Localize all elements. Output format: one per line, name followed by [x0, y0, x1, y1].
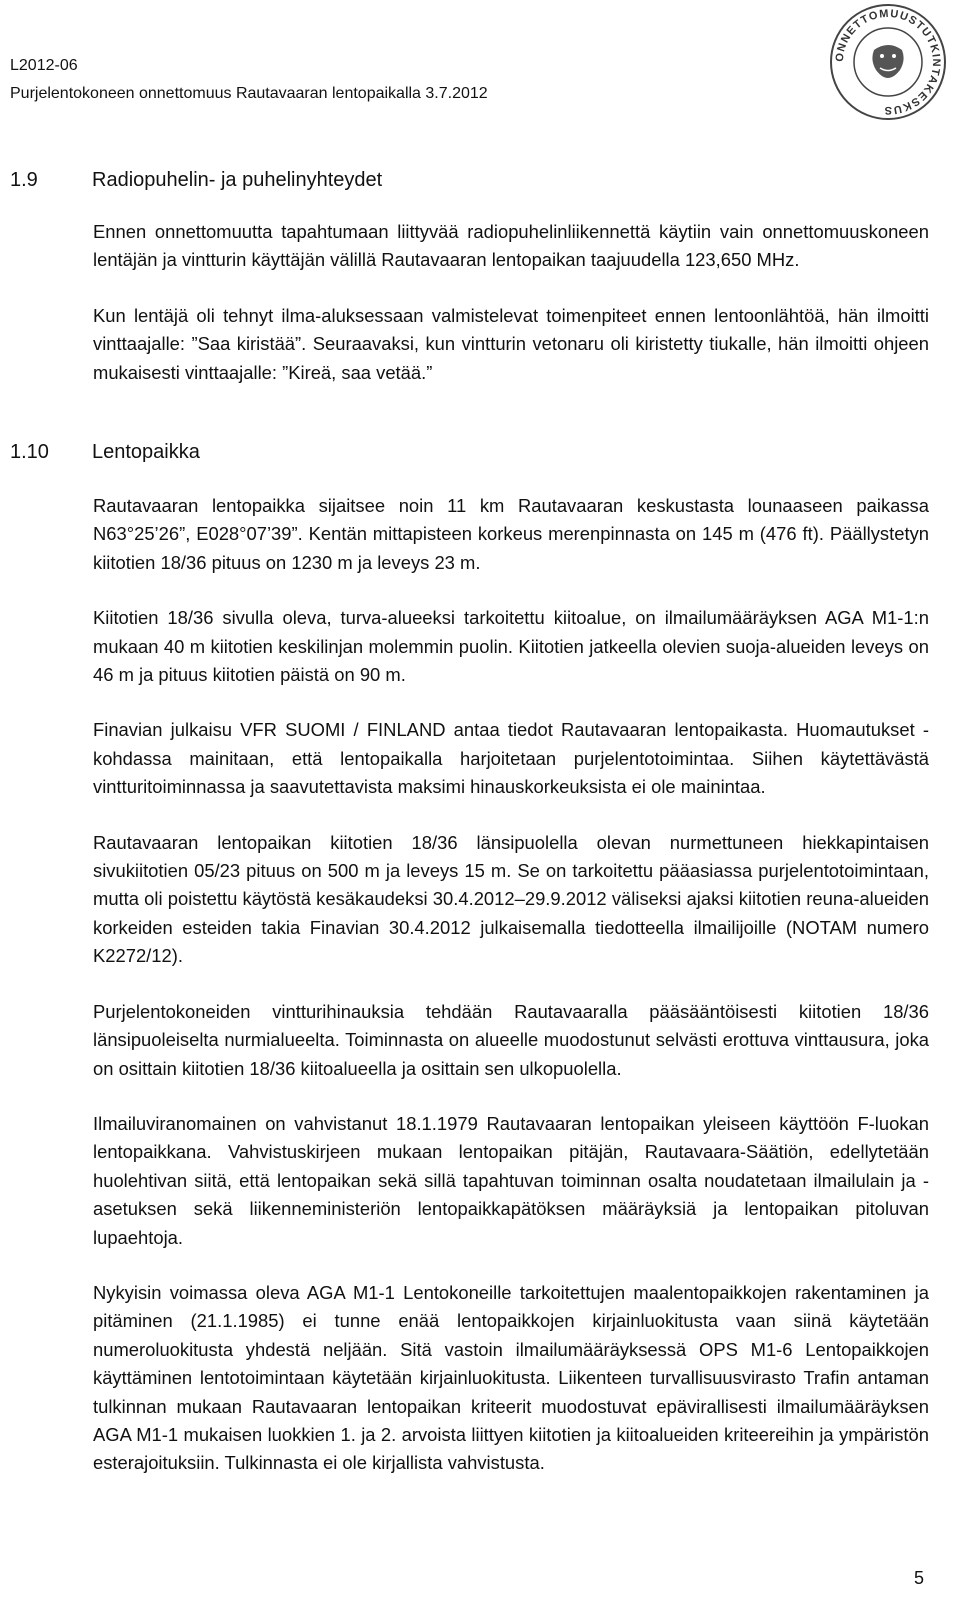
paragraph: Purjelentokoneiden vintturihinauksia tehdään Rautavaaralla pääsääntöisesti kiitotien 18/36 länsipuoleiselta nurmialueelta. Toiminnasta on alueelle muodostunut selvästi erottuva vinttausura, joka on osittain kiitotien 18/36 kiitoalueella ja osittain sen ulkopuolella. — [93, 1000, 929, 1079]
page-number: 5 — [914, 1568, 925, 1588]
section-title: Radiopuhelin- ja puhelinyhteydet — [92, 169, 383, 191]
paragraph: Kun lentäjä oli tehnyt ilma-aluksessaan valmistelevat toimenpiteet ennen lentoonlähtöä, hän ilmoitti vinttaajalle: ”Saa kiristää”. Seuraavaksi, kun vintturin vetonaru oli kiristetty tiukalle, hän ilmoitti ohjeen mukaisesti vinttaajalle: ”Kireä, saa vetää.” — [93, 304, 929, 383]
paragraph: Rautavaaran lentopaikka sijaitsee noin 11 km Rautavaaran keskustasta lounaaseen paikassa N63°25’26”, E028°07’39”. Kentän mittapisteen korkeus merenpinnasta on 145 m (476 ft). Päällystetyn kiitotien 18/36 pituus on 1230 m ja leveys 23 m. — [93, 495, 929, 573]
logo-ring-text: ONNETTOMUUSTUTKINTAKESKUS — [833, 7, 943, 117]
section-title: Lentopaikka — [92, 441, 200, 463]
section-heading-1-9 — [10, 165, 382, 195]
paragraph: Rautavaaran lentopaikan kiitotien 18/36 länsipuolella olevan nurmettuneen hiekkapintaisen sivukiitotien 05/23 pituus on 500 m ja leveys 15 m. Se on tarkoitettu pääasiassa purjelentotoimintaan, mutta oli poistettu käytöstä kesäkaudeksi 30.4.2012–29.9.2012 väliseksi ajaksi kiitotien reuna-alueiden korkeiden esteiden takia Finavian 30.4.2012 julkaisemalla tiedotteella ilmailijoille (NOTAM numero K2272/12). — [93, 831, 929, 967]
section-body-1-9 — [93, 218, 929, 414]
paragraph: Finavian julkaisu VFR SUOMI / FINLAND antaa tiedot Rautavaaran lentopaikasta. Huomautukset -kohdassa mainitaan, että lentopaikalla harjoitetaan purjelentotoimintaa. Siihen käytettävästä vintturitoiminnassa ja saavutettavista maksimi hinauskorkeuksista ei ole mainintaa. — [93, 719, 929, 798]
paragraph: Ilmailuviranomainen on vahvistanut 18.1.1979 Rautavaaran lentopaikan yleiseen käyttöön F-luokan lentopaikkana. Vahvistuskirjeen mukaan lentopaikan pitäjän, Rautavaara-Säätiön, edellytetään huolehtivan siitä, että lentopaikan sekä sillä tapahtuvan toiminnan osalta noudatetaan ilmailulain ja -asetuksen sekä liikenneministeriön lentopaikkapätöksen määräyksiä ja lentopaikan pitoluvan lupaehtoja. — [93, 1112, 929, 1248]
paragraph: Ennen onnettomuutta tapahtumaan liittyvää radiopuhelinliikennettä käytiin vain onnettomuuskoneen lentäjän ja vintturin käyttäjän välillä Rautavaaran lentopaikan taajuudella 123,650 MHz. — [93, 221, 929, 271]
section-body-1-10 — [93, 492, 929, 1505]
lion-emblem-icon — [872, 45, 903, 78]
page-header — [10, 52, 488, 108]
document-id: L2012-06 — [10, 57, 78, 74]
section-heading-1-10 — [10, 437, 200, 467]
section-number: 1.9 — [10, 169, 38, 191]
paragraph: Nykyisin voimassa oleva AGA M1-1 Lentokoneille tarkoitettujen maalentopaikkojen rakentaminen ja pitäminen (21.1.1985) ei tunne enää lentopaikkojen kirjainluokitusta vaan siinä käytetään numeroluokitusta yhdestä neljään. Sitä vastoin ilmailumääräyksessä OPS M1-6 Lentopaikkojen käyttäminen lentotoimintaan käytetään kirjainluokitusta. Liikenteen turvallisuusvirasto Trafin antaman tulkinnan mukaan Rautavaaran lentopaikan kriteerit muodostuvat epävirallisesti ilmailumääräyksen AGA M1-1 mukaisen luokkien 1. ja 2. arvoista liittyen kiitotien ja kiitoalueiden kriteereihin ja ympäristön esterajoituksiin. Tulkinnasta ei ole kirjallista vahvistusta. — [93, 1281, 929, 1474]
agency-logo — [828, 2, 948, 122]
section-number: 1.10 — [10, 441, 49, 463]
paragraph: Kiitotien 18/36 sivulla oleva, turva-alueeksi tarkoitettu kiitoalue, on ilmailumääräyksen AGA M1-1:n mukaan 40 m kiitotien keskilinjan molemmin puolin. Kiitotien jatkeella olevien suoja-alueiden leveys on 46 m ja pituus kiitotien päistä on 90 m. — [93, 607, 929, 686]
report-title: Purjelentokoneen onnettomuus Rautavaaran lentopaikalla 3.7.2012 — [10, 85, 488, 102]
